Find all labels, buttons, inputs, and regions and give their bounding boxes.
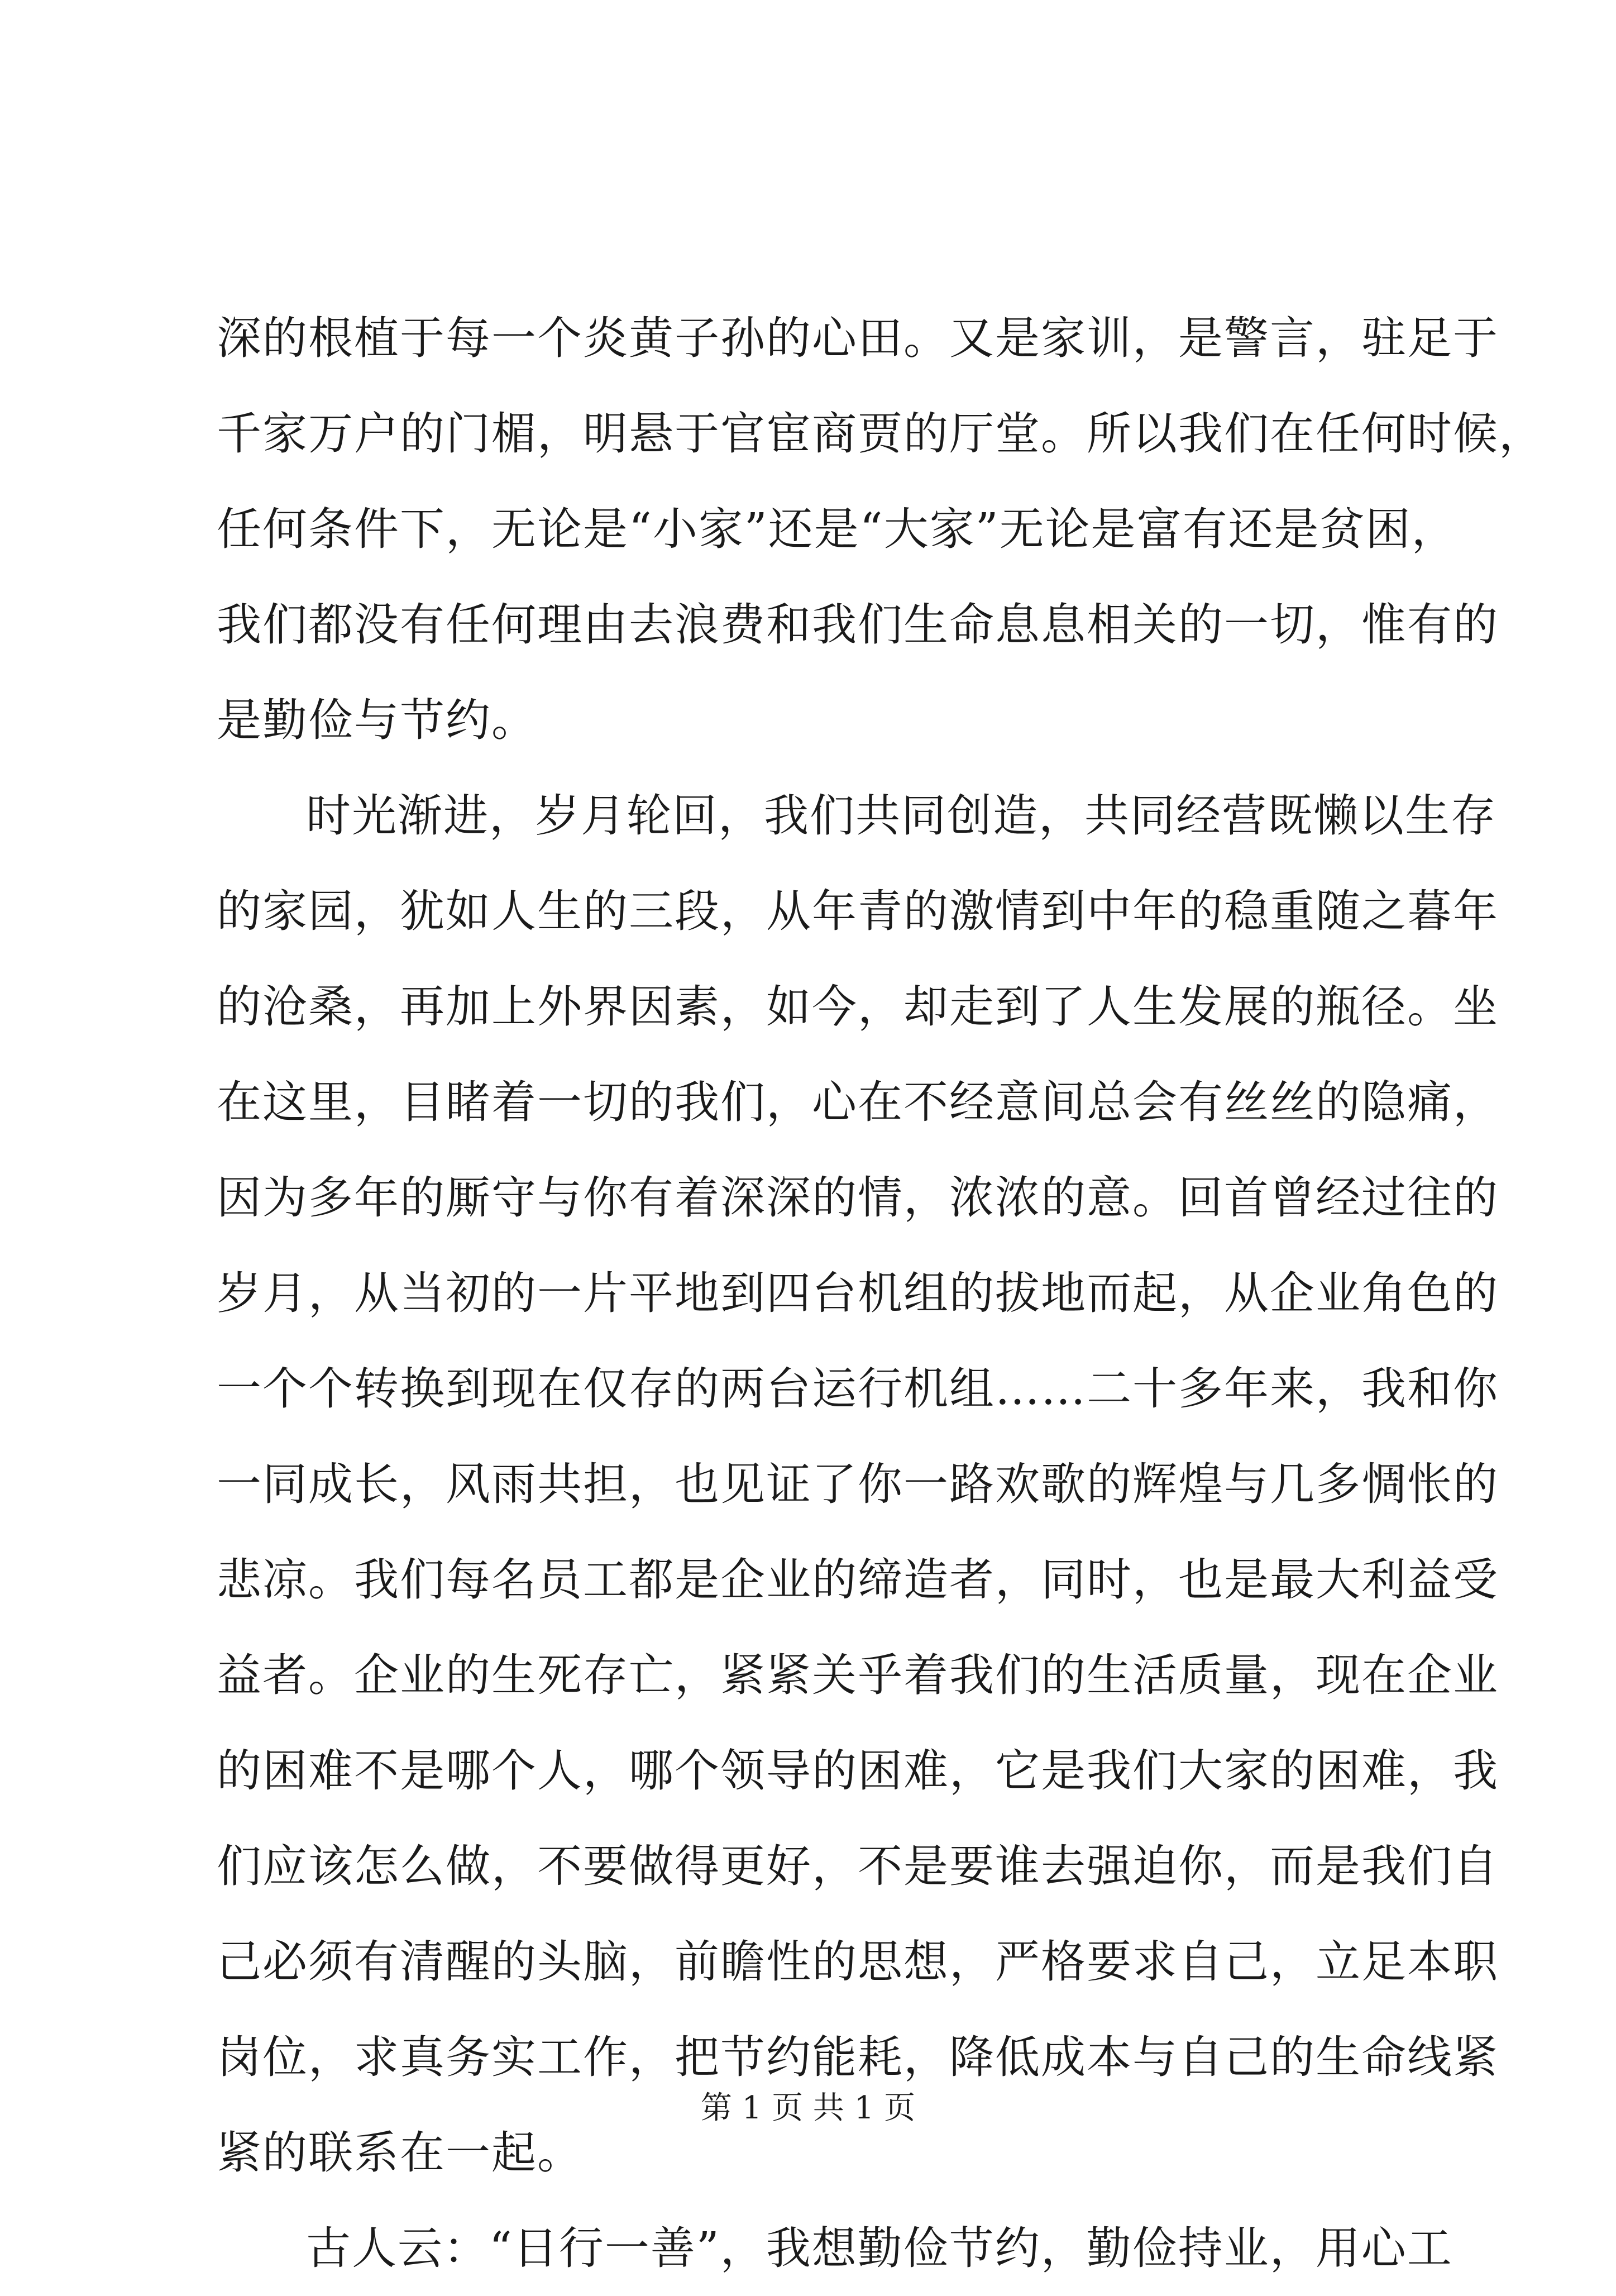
text-line: 岗位，求真务实工作，把节约能耗，降低成本与自己的生命线紧 xyxy=(217,2031,1499,2083)
document-body xyxy=(217,290,1545,2296)
text-line: 的沧桑，再加上外界因素，如今，却走到了人生发展的瓶径。坐 xyxy=(217,981,1499,1033)
text-line: 岁月，从当初的一片平地到四台机组的拔地而起，从企业角色的 xyxy=(217,1267,1499,1319)
text-line: 们应该怎么做，不要做得更好，不是要谁去强迫你，而是我们自 xyxy=(217,1840,1499,1892)
text-line: 益者。企业的生死存亡，紧紧关乎着我们的生活质量，现在企业 xyxy=(217,1649,1499,1701)
text-line: 时光渐进，岁月轮回，我们共同创造，共同经营既懒以生存 xyxy=(306,790,1497,842)
text-line: 一同成长，风雨共担，也见证了你一路欢歌的辉煌与几多惆怅的 xyxy=(217,1458,1499,1510)
text-line: 千家万户的门楣，明悬于官宦商贾的厅堂。所以我们在任何时候， xyxy=(217,408,1545,460)
text-line: 的家园，犹如人生的三段，从年青的激情到中年的稳重随之暮年 xyxy=(217,885,1499,937)
text-line: 一个个转换到现在仅存的两台运行机组……二十多年来，我和你 xyxy=(217,1363,1499,1415)
page-footer: 第 1 页 共 1 页 xyxy=(700,2090,916,2126)
text-line: 己必须有清醒的头脑，前瞻性的思想，严格要求自己，立足本职 xyxy=(217,1936,1499,1988)
text-line: 紧的联系在一起。 xyxy=(217,2127,583,2179)
text-line: 是勤俭与节约。 xyxy=(217,694,537,746)
paragraph-1 xyxy=(217,290,1545,768)
text-line: 我们都没有任何理由去浪费和我们生命息息相关的一切，惟有的 xyxy=(217,599,1499,651)
text-line: 在这里，目睹着一切的我们，心在不经意间总会有丝丝的隐痛， xyxy=(217,1076,1499,1128)
text-line: 深的根植于每一个炎黄子孙的心田。又是家训，是警言，驻足于 xyxy=(217,312,1499,364)
text-line: 古人云：“日行一善”，我想勤俭节约，勤俭持业，用心工 xyxy=(306,2222,1453,2274)
paragraph-2 xyxy=(217,768,1499,2200)
text-line: 因为多年的厮守与你有着深深的情，浓浓的意。回首曾经过往的 xyxy=(217,1172,1499,1224)
text-line: 任何条件下，无论是“小家”还是“大家”无论是富有还是贫困， xyxy=(217,503,1457,555)
paragraph-3 xyxy=(217,2200,1453,2296)
text-line: 的困难不是哪个人，哪个领导的困难，它是我们大家的困难，我 xyxy=(217,1745,1499,1797)
text-line: 悲凉。我们每名员工都是企业的缔造者，同时，也是最大利益受 xyxy=(217,1554,1499,1606)
